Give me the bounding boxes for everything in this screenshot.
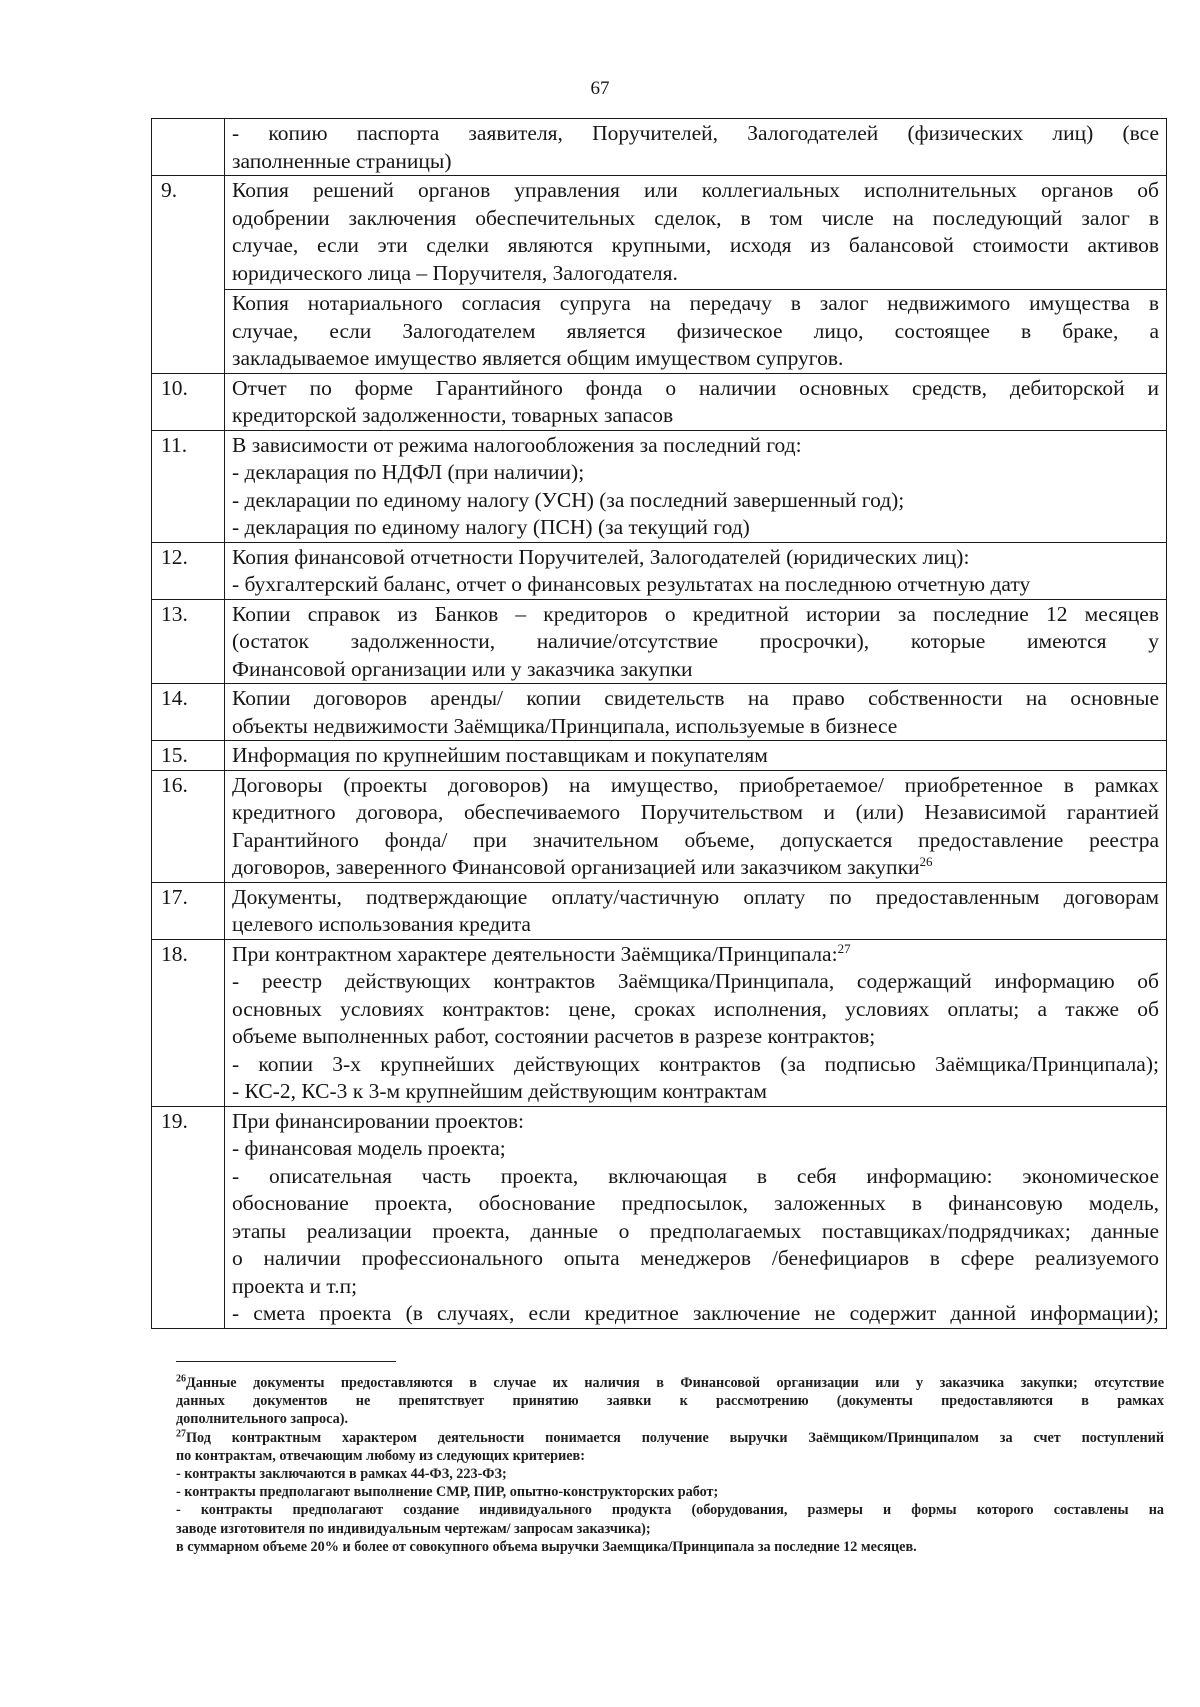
footnote-text: - контракты предполагают выполнение СМР, ПИР, опытно-конструкторских работ; <box>176 1484 719 1501</box>
line-text: кредиторской задолженности, товарных запасов <box>232 403 674 427</box>
line-text: этапы реализации проекта, данные о предполагаемых поставщиках/подрядчиках; данные <box>232 1218 1159 1243</box>
content-line <box>232 996 1159 1024</box>
content-line <box>232 827 1159 855</box>
row-content <box>225 939 1167 1106</box>
content-line <box>232 968 1159 996</box>
line-text: Отчет по форме Гарантийного фонда о наличии основных средств, дебиторской и <box>232 375 1159 400</box>
row-content <box>225 176 1167 374</box>
footnote-line <box>176 1374 1164 1392</box>
content-line <box>232 941 1159 969</box>
content-line <box>232 177 1159 205</box>
content-line <box>232 1108 1159 1136</box>
row-number <box>152 119 225 176</box>
table-row <box>152 770 1167 882</box>
footnote-line <box>176 1410 1164 1428</box>
line-text: договоров, заверенного Финансовой организацией или заказчиком закупки <box>232 855 920 879</box>
footnote-text: в суммарном объеме 20% и более от совокупного объема выручки Заемщика/Принципала за последние 12 месяцев. <box>176 1538 917 1555</box>
content-line <box>232 120 1159 148</box>
content-line <box>232 205 1159 233</box>
footnote-text: - контракты предполагают создание индивидуального продукта (оборудования, размеры и формы которого составлены на <box>176 1502 1164 1519</box>
content-line <box>232 1218 1159 1246</box>
row-number: 16. <box>152 770 225 882</box>
line-text: объеме выполненных работ, состоянии расчетов в разрезе контрактов; <box>232 1024 876 1048</box>
table-row <box>152 882 1167 939</box>
content-line <box>232 772 1159 800</box>
line-text: закладываемое имущество является общим имуществом супругов. <box>232 346 844 370</box>
footnote-line <box>176 1520 1164 1538</box>
line-text: Копии справок из Банков – кредиторов о кредитной истории за последние 12 месяцев <box>232 601 1159 626</box>
page-number: 67 <box>590 78 610 99</box>
content-line <box>232 884 1159 912</box>
row-number: 18. <box>152 939 225 1106</box>
row-number: 17. <box>152 882 225 939</box>
line-text: Финансовой организации или у заказчика закупки <box>232 656 693 681</box>
content-block <box>232 544 1159 599</box>
footnote-text: - контракты заключаются в рамках 44-ФЗ, 223-ФЗ; <box>176 1466 507 1483</box>
line-text: При финансировании проектов: <box>232 1108 524 1133</box>
line-text: - смета проекта (в случаях, если кредитное заключение не содержит данной информации); <box>232 1301 1159 1325</box>
footnote-text: по контрактам, отвечающим любому из следующих критериев: <box>176 1447 585 1464</box>
line-text: - КС-2, КС-3 к 3-м крупнейшим действующим контрактам <box>232 1079 767 1103</box>
content-line <box>232 1135 1159 1163</box>
content-line <box>232 628 1159 656</box>
row-number: 12. <box>152 542 225 599</box>
line-text: - описательная часть проекта, включающая в себя информацию: экономическое <box>232 1163 1159 1188</box>
footnote-line <box>176 1429 1164 1447</box>
footnote-line <box>176 1501 1164 1519</box>
content-block <box>232 884 1159 939</box>
line-text: о наличии профессионального опыта менеджеров /бенефициаров в сфере реализуемого <box>232 1246 1159 1270</box>
footnote-text: Под контрактным характером деятельности понимается получение выручки Заёмщиком/Принципалом за счет поступлений <box>186 1429 1164 1446</box>
line-text: кредитного договора, обеспечиваемого Поручительством и (или) Независимой гарантией <box>232 800 1159 824</box>
table-row <box>152 176 1167 374</box>
content-line <box>232 799 1159 827</box>
row-content <box>225 373 1167 430</box>
line-text: Копии договоров аренды/ копии свидетельств на право собственности на основные <box>232 686 1159 710</box>
footnote-ref: 27 <box>837 940 851 956</box>
line-text: - реестр действующих контрактов Заёмщика/Принципала, содержащий информацию об <box>232 969 1159 993</box>
content-line <box>232 148 1159 176</box>
content-line <box>232 318 1159 346</box>
content-line <box>232 487 1159 515</box>
line-text: - декларации по единому налогу (УСН) (за последний завершенный год); <box>232 487 905 512</box>
table-row <box>152 741 1167 771</box>
line-text: Информация по крупнейшим поставщикам и покупателям <box>232 743 768 767</box>
content-line <box>232 375 1159 403</box>
line-text: - декларация по единому налогу (ПСН) (за текущий год) <box>232 515 750 539</box>
content-line <box>232 685 1159 713</box>
footnote-line <box>176 1483 1164 1501</box>
content-line <box>232 1273 1159 1301</box>
line-text: Копия решений органов управления или коллегиальных исполнительных органов об <box>232 178 1159 202</box>
footnote-text: данных документов не препятствует принятию заявки к рассмотрению (документы предоставляются в рамках <box>176 1393 1164 1410</box>
row-content <box>225 542 1167 599</box>
content-block <box>232 601 1159 684</box>
row-number: 11. <box>152 430 225 542</box>
line-text: случае, если Залогодателем является физическое лицо, состоящее в браке, а <box>232 318 1159 343</box>
row-content <box>225 882 1167 939</box>
footnote-line <box>176 1392 1164 1410</box>
footnote-mark: 26 <box>176 1373 186 1385</box>
table-row <box>152 430 1167 542</box>
line-text: целевого использования кредита <box>232 912 531 936</box>
footnote-mark: 27 <box>176 1427 186 1439</box>
line-text: Копия финансовой отчетности Поручителей, Залогодателей (юридических лиц): <box>232 544 970 569</box>
line-text: - декларация по НДФЛ (при наличии); <box>232 460 585 484</box>
line-text: случае, если эти сделки являются крупными, исходя из балансовой стоимости активов <box>232 233 1159 257</box>
content-line <box>232 1190 1159 1218</box>
row-content <box>225 430 1167 542</box>
line-text: проекта и т.п; <box>232 1273 358 1298</box>
content-line <box>232 1245 1159 1273</box>
content-line <box>232 1023 1159 1051</box>
line-text: - финансовая модель проекта; <box>232 1136 506 1160</box>
content-line <box>232 290 1159 318</box>
table-row <box>152 373 1167 430</box>
content-line <box>232 601 1159 629</box>
row-content <box>225 741 1167 771</box>
content-line <box>232 854 1159 882</box>
table-row <box>152 939 1167 1106</box>
table-row <box>152 1106 1167 1328</box>
row-content <box>225 599 1167 684</box>
line-text: При контрактном характере деятельности Заёмщика/Принципала: <box>232 941 838 966</box>
line-text: Документы, подтверждающие оплату/частичную оплату по предоставленным договорам <box>232 884 1159 909</box>
content-line <box>232 544 1159 572</box>
content-block <box>232 941 1159 1106</box>
content-line <box>232 514 1159 542</box>
content-line <box>232 260 1159 288</box>
line-text: (остаток задолженности, наличие/отсутствие просрочки), которые имеются у <box>232 629 1159 653</box>
footnote-separator <box>176 1361 396 1362</box>
content-block <box>232 375 1159 430</box>
footnote-text: дополнительного запроса). <box>176 1411 348 1428</box>
content-line <box>232 345 1159 373</box>
row-number: 9. <box>152 176 225 374</box>
content-line <box>232 1300 1159 1328</box>
line-text: Договоры (проекты договоров) на имущество, приобретаемое/ приобретенное в рамках <box>232 772 1159 797</box>
content-block <box>232 772 1159 882</box>
content-line <box>232 742 1159 770</box>
content-line <box>232 571 1159 599</box>
content-block <box>232 685 1159 740</box>
content-line <box>232 232 1159 260</box>
row-number: 19. <box>152 1106 225 1328</box>
line-text: объекты недвижимости Заёмщика/Принципала, используемые в бизнесе <box>232 713 898 738</box>
row-content <box>225 684 1167 741</box>
table-row <box>152 542 1167 599</box>
footnote-line <box>176 1447 1164 1465</box>
line-text: основных условиях контрактов: цене, сроках исполнения, условиях оплаты; а также об <box>232 996 1159 1021</box>
content-line <box>232 1051 1159 1079</box>
row-number: 10. <box>152 373 225 430</box>
table-row <box>152 684 1167 741</box>
table-row <box>152 599 1167 684</box>
content-line <box>232 656 1159 684</box>
line-text: В зависимости от режима налогообложения за последний год: <box>232 432 802 457</box>
content-block <box>232 177 1159 287</box>
row-content <box>225 1106 1167 1328</box>
footnotes <box>176 1374 1164 1556</box>
line-text: Копия нотариального согласия супруга на передачу в залог недвижимого имущества в <box>232 291 1159 315</box>
content-block <box>225 289 1166 373</box>
footnote-text: заводе изготовителя по индивидуальным чертежам/ запросам заказчика); <box>176 1520 651 1537</box>
row-number: 14. <box>152 684 225 741</box>
row-content <box>225 119 1167 176</box>
line-text: - бухгалтерский баланс, отчет о финансовых результатах на последнюю отчетную дату <box>232 572 1031 596</box>
content-line <box>232 1078 1159 1106</box>
line-text: Гарантийного фонда/ при значительном объеме, допускается предоставление реестра <box>232 827 1159 852</box>
content-line <box>232 1163 1159 1191</box>
row-number: 15. <box>152 741 225 771</box>
content-line <box>232 402 1159 430</box>
content-block <box>232 432 1159 542</box>
row-number: 13. <box>152 599 225 684</box>
line-text: юридического лица – Поручителя, Залогодателя. <box>232 260 678 285</box>
footnote-text: Данные документы предоставляются в случае их наличия в Финансовой организации или у заказчика закупки; отсутствие <box>186 1375 1164 1391</box>
content-line <box>232 459 1159 487</box>
line-text: одобрении заключения обеспечительных сделок, в том числе на последующий залог в <box>232 205 1159 230</box>
content-block <box>232 742 1159 770</box>
content-block <box>232 120 1159 175</box>
table-row <box>152 119 1167 176</box>
content-line <box>232 911 1159 939</box>
content-line <box>232 713 1159 741</box>
footnote-line <box>176 1538 1164 1556</box>
content-line <box>232 432 1159 460</box>
documents-table <box>151 118 1167 1329</box>
line-text: обоснование проекта, обоснование предпосылок, заложенных в финансовую модель, <box>232 1191 1159 1215</box>
footnote-line <box>176 1465 1164 1483</box>
line-text: - копию паспорта заявителя, Поручителей, Залогодателей (физических лиц) (все <box>232 121 1159 145</box>
line-text: заполненные страницы) <box>232 148 452 173</box>
row-content <box>225 770 1167 882</box>
content-block <box>232 1108 1159 1328</box>
footnote-ref: 26 <box>919 853 933 869</box>
line-text: - копии 3-х крупнейших действующих контрактов (за подписью Заёмщика/Принципала); <box>232 1051 1159 1076</box>
